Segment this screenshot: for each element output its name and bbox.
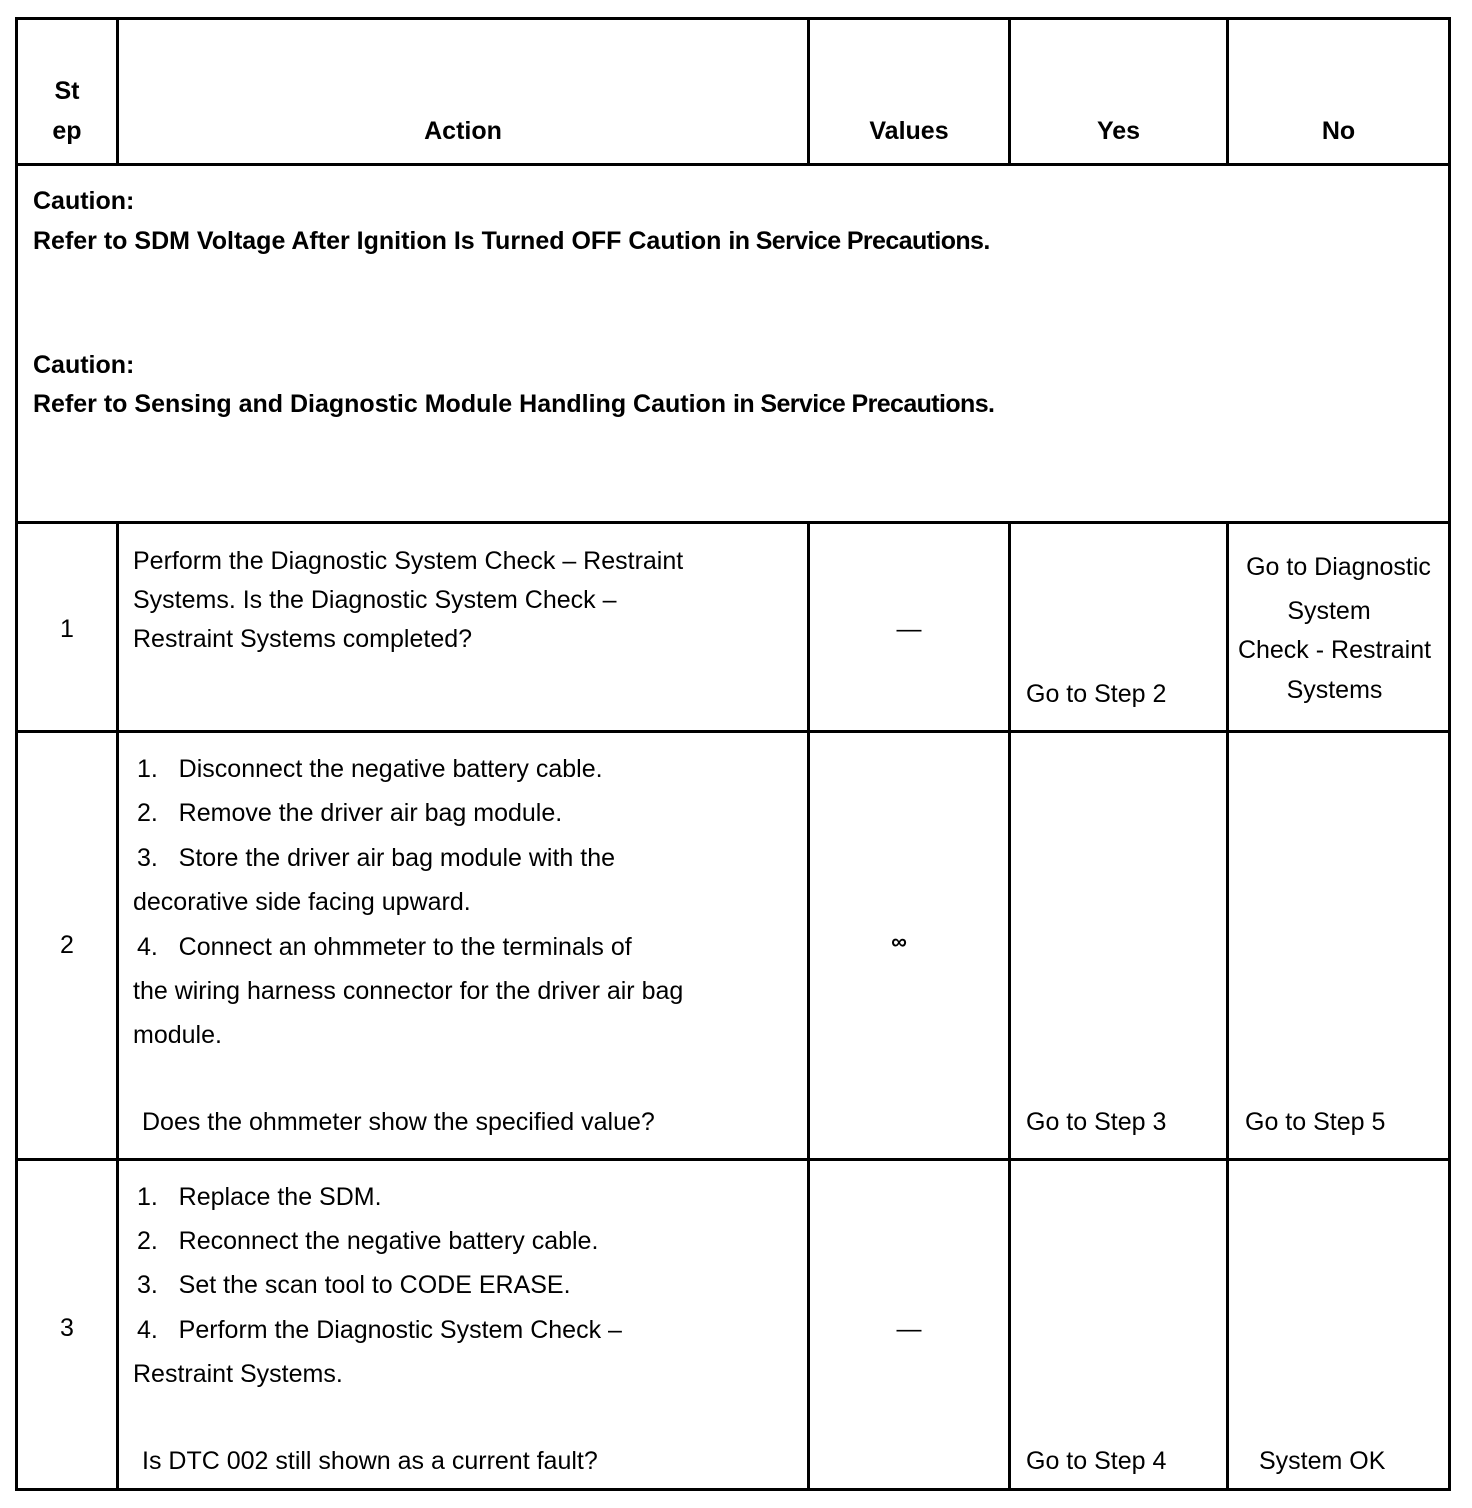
row2-yes: Go to Step 3 (1026, 1108, 1167, 1136)
diagnostic-table (15, 17, 1451, 1491)
header-no: No (1321, 117, 1356, 145)
header-step-line1: St (54, 77, 80, 105)
row2-step: 2 (60, 931, 74, 959)
row2-value: ∞ (891, 929, 907, 954)
caution-1-label: Caution: (33, 187, 135, 215)
row3-action-item1: 1. Replace the SDM. (137, 1183, 382, 1211)
header-action: Action (424, 117, 502, 145)
header-values: Values (869, 117, 949, 145)
row3-action-item2: 2. Reconnect the negative battery cable. (137, 1227, 599, 1255)
row1-no-line3: Check - Restraint (1237, 636, 1432, 664)
col-divider-values-body (1008, 521, 1011, 1491)
caution-divider (15, 521, 1451, 524)
header-divider (15, 163, 1451, 166)
row2-action-item3-cont: decorative side facing upward. (133, 888, 471, 916)
table-border-left (15, 17, 18, 1491)
caution-2-tail: in Service Precautions. (733, 390, 995, 418)
table-border-bottom (15, 1488, 1451, 1491)
row1-action-line3: Restraint Systems completed? (133, 625, 473, 653)
row3-action-item4: 4. Perform the Diagnostic System Check – (137, 1316, 622, 1344)
caution-1-main: Refer to SDM Voltage After Ignition Is Turned OFF Caution (33, 227, 722, 255)
row3-action-item3: 3. Set the scan tool to CODE ERASE. (137, 1271, 571, 1299)
caution-2-text (33, 390, 994, 419)
table-border-top (15, 17, 1451, 20)
row1-action-line1: Perform the Diagnostic System Check – Restraint (133, 547, 684, 575)
caution-2-label: Caution: (33, 351, 135, 379)
row2-action-item4-cont2: module. (133, 1021, 222, 1049)
row2-action-item3: 3. Store the driver air bag module with the (137, 844, 616, 872)
row3-step: 3 (60, 1314, 74, 1342)
row1-step: 1 (60, 615, 74, 643)
row1-no-line4: Systems (1286, 676, 1383, 704)
col-divider-action-body (807, 521, 810, 1491)
row3-question: Is DTC 002 still shown as a current fault? (142, 1447, 598, 1475)
caution-1-tail: in Service Precautions. (728, 227, 990, 255)
row3-no: System OK (1259, 1447, 1386, 1475)
row1-no-line2: System (1287, 597, 1371, 625)
row3-yes: Go to Step 4 (1026, 1447, 1167, 1475)
row2-action-item4: 4. Connect an ohmmeter to the terminals of (137, 933, 632, 961)
header-step-line2: ep (52, 117, 82, 145)
col-divider-step-body (116, 521, 119, 1491)
row2-action-item2: 2. Remove the driver air bag module. (137, 799, 563, 827)
row1-value: — (896, 615, 922, 643)
row1-no-line1: Go to Diagnostic (1246, 553, 1431, 581)
row3-action-item4-cont: Restraint Systems. (133, 1360, 343, 1388)
row2-action-item4-cont: the wiring harness connector for the driver air bag (133, 977, 684, 1005)
row2-no: Go to Step 5 (1245, 1108, 1386, 1136)
row3-value: — (896, 1315, 922, 1343)
caution-2-main: Refer to Sensing and Diagnostic Module Handling Caution (33, 390, 727, 418)
row1-divider (15, 730, 1451, 733)
row2-divider (15, 1158, 1451, 1161)
header-yes: Yes (1096, 117, 1141, 145)
caution-1-text (33, 227, 990, 256)
row1-yes: Go to Step 2 (1026, 680, 1167, 708)
col-divider-yes-body (1226, 521, 1229, 1491)
row2-action-item1: 1. Disconnect the negative battery cable. (137, 755, 603, 783)
row1-action-line2: Systems. Is the Diagnostic System Check – (133, 586, 617, 614)
row2-question: Does the ohmmeter show the specified value? (142, 1108, 655, 1136)
table-border-right (1448, 17, 1451, 1491)
